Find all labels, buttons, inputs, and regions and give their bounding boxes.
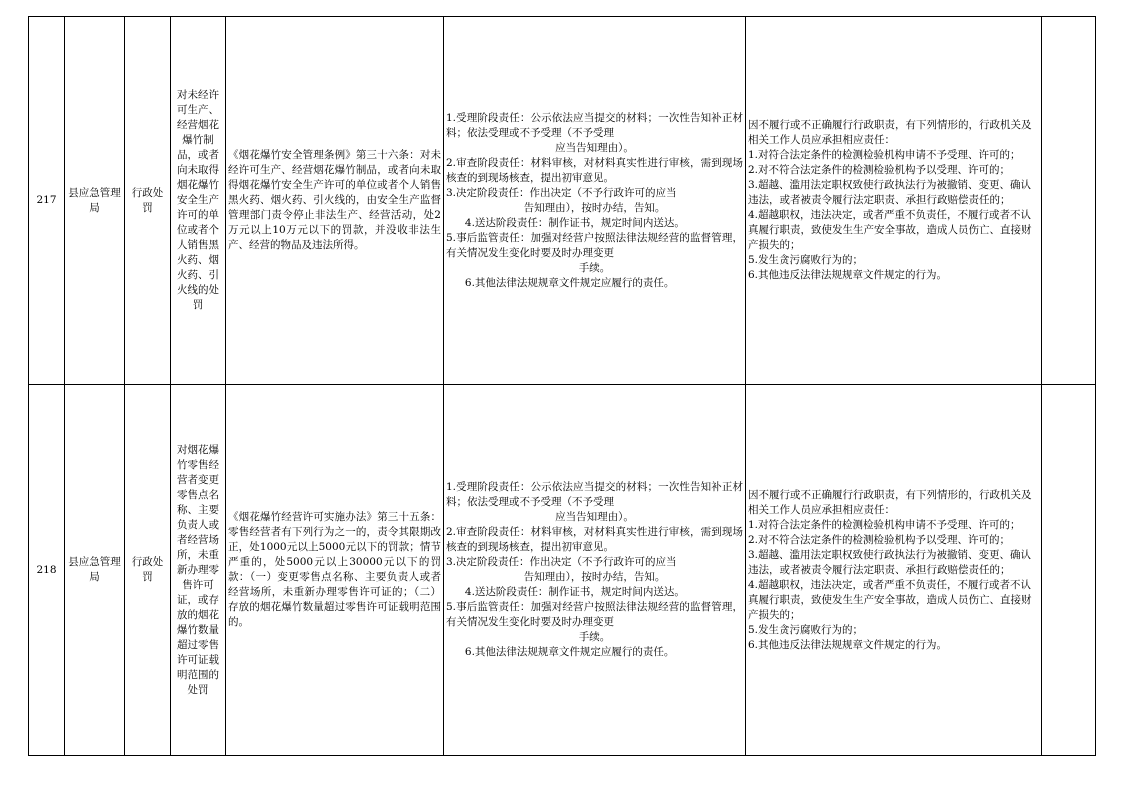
resp-step-3: 3.决定阶段责任：作出决定（不予行政许可的应当: [446, 556, 677, 568]
acc-intro: 因不履行或不正确履行行政职责，有下列情形的，行政机关及相关工作人员应承担相应责任：: [748, 488, 1032, 516]
resp-step-5-cont: 手续。: [578, 631, 611, 643]
resp-step-5-cont: 手续。: [578, 261, 611, 274]
acc-item-2: 2.对不符合法定条件的检测检验机构予以受理、许可的；: [748, 533, 1011, 546]
department-cell: 县应急管理局: [65, 17, 125, 385]
remark-cell: [1042, 385, 1096, 756]
resp-step-5: 5.事后监管责任：加强对经营户按照法律法规经营的监督管理，有关情况发生变化时要及时办理变更: [446, 231, 743, 259]
resp-step-1-cont: 应当告知理由）。: [555, 511, 634, 523]
accountability-cell: [746, 17, 1042, 385]
resp-step-1: 1.受理阶段责任：公示依法应当提交的材料；一次性告知补正材料；依法受理或不予受理（不予受理: [446, 481, 743, 508]
resp-step-2: 2.审查阶段责任：材料审核，对材料真实性进行审核，需到现场核查的到现场核查，提出初审意见。: [446, 526, 743, 553]
row-number: 217: [29, 17, 65, 385]
resp-step-3: 3.决定阶段责任：作出决定（不予行政许可的应当: [446, 186, 677, 199]
table-row: [29, 17, 1096, 385]
resp-step-2: 2.审查阶段责任：材料审核，对材料真实性进行审核，需到现场核查的到现场核查，提出初审意见。: [446, 156, 743, 184]
acc-item-3: 3.超越、滥用法定职权致使行政执法行为被撤销、变更、确认违法，或者被责令履行法定职责、承担行政赔偿责任的；: [748, 179, 1032, 206]
resp-step-5: 5.事后监管责任：加强对经营户按照法律法规经营的监督管理，有关情况发生变化时要及时办理变更: [446, 601, 743, 628]
responsibility-cell: [444, 385, 746, 756]
table-row: [29, 385, 1096, 756]
acc-item-3: 3.超越、滥用法定职权致使行政执法行为被撤销、变更、确认违法，或者被责令履行法定职责、承担行政赔偿责任的；: [748, 548, 1032, 576]
acc-item-2: 2.对不符合法定条件的检测检验机构予以受理、许可的；: [748, 164, 1011, 176]
acc-intro: 因不履行或不正确履行行政职责，有下列情形的，行政机关及相关工作人员应承担相应责任：: [748, 119, 1032, 146]
power-type-cell: 行政处罚: [125, 385, 171, 756]
acc-item-1: 1.对符合法定条件的检测检验机构申请不予受理、许可的；: [748, 149, 1021, 161]
legal-basis-cell: 《烟花爆竹经营许可实施办法》第三十五条：零售经营者有下列行为之一的，责令其限期改正，处1000元以上5000元以下的罚款；情节严重的，处5000元以上30000元以下的罚款：（一）变更零售点名称、主要负责人或者经营场所，未重新办理零售许可证的；（二）存放的烟花爆竹数量超过零售许可证载明范围的。: [226, 385, 444, 756]
responsibility-cell: [444, 17, 746, 385]
resp-step-6: 6.其他法律法规规章文件规定应履行的责任。: [464, 276, 675, 289]
acc-item-5: 5.发生贪污腐败行为的；: [748, 254, 864, 266]
acc-item-5: 5.发生贪污腐败行为的；: [748, 623, 864, 636]
acc-item-4: 4.超越职权，违法决定，或者严重不负责任，不履行或者不认真履行职责，致使发生生产安全事故，造成人员伤亡、直接财产损失的；: [748, 209, 1032, 251]
acc-item-6: 6.其他违反法律法规规章文件规定的行为。: [748, 638, 948, 651]
resp-step-4: 4.送达阶段责任：制作证书，规定时间内送达。: [464, 216, 685, 229]
resp-step-6: 6.其他法律法规规章文件规定应履行的责任。: [464, 646, 675, 658]
power-type-cell: 行政处罚: [125, 17, 171, 385]
resp-step-4: 4.送达阶段责任：制作证书，规定时间内送达。: [464, 586, 685, 598]
legal-basis-cell: 《烟花爆竹安全管理条例》第三十六条：对未经许可生产、经营烟花爆竹制品，或者向未取得烟花爆竹安全生产许可的单位或者个人销售黑火药、烟火药、引火线的，由安全生产监督管理部门责令停止非法生产、经营活动，处2万元以上10万元以下的罚款，并没收非法生产、经营的物品及违法所得。: [226, 17, 444, 385]
acc-item-6: 6.其他违反法律法规规章文件规定的行为。: [748, 269, 948, 281]
acc-item-1: 1.对符合法定条件的检测检验机构申请不予受理、许可的；: [748, 518, 1021, 531]
item-name-cell: 对烟花爆竹零售经营者变更零售点名称、主要负责人或者经营场所，未重新办理零售许可证，或存放的烟花爆竹数量超过零售许可证载明范围的处罚: [171, 385, 226, 756]
department-cell: 县应急管理局: [65, 385, 125, 756]
resp-step-3-cont: 告知理由），按时办结，告知。: [523, 571, 666, 583]
acc-item-4: 4.超越职权，违法决定，或者严重不负责任，不履行或者不认真履行职责，致使发生生产安全事故，造成人员伤亡、直接财产损失的；: [748, 578, 1032, 621]
power-list-table: [28, 16, 1096, 756]
item-name-cell: 对未经许可生产、经营烟花爆竹制品，或者向未取得烟花爆竹安全生产许可的单位或者个人销售黑火药、烟火药、引火线的处罚: [171, 17, 226, 385]
row-number: 218: [29, 385, 65, 756]
resp-step-1: 1.受理阶段责任：公示依法应当提交的材料；一次性告知补正材料；依法受理或不予受理（不予受理: [446, 111, 743, 139]
resp-step-3-cont: 告知理由），按时办结，告知。: [523, 201, 666, 214]
resp-step-1-cont: 应当告知理由）。: [555, 141, 634, 154]
accountability-cell: [746, 385, 1042, 756]
remark-cell: [1042, 17, 1096, 385]
